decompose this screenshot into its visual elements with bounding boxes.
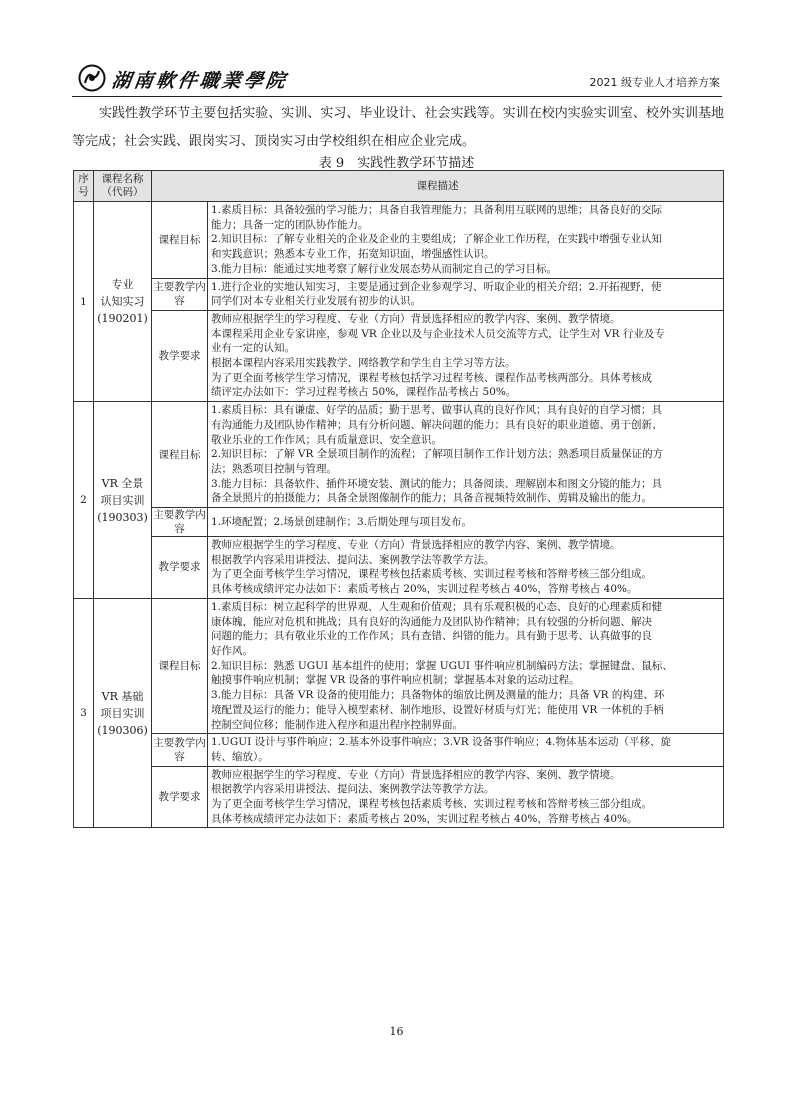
course-name-cell — [94, 202, 152, 402]
description-line: 1.素质目标：树立起科学的世界观、人生观和价值观；具有乐观积极的心态、良好的心理素质和健 — [211, 600, 663, 613]
description-line: 教师应根据学生的学习程度、专业（方向）背景选择相应的教学内容、案例、教学情境。 — [211, 539, 621, 552]
table-row — [74, 278, 724, 310]
description-line: 问题的能力；具有敬业乐业的工作作风；具有查错、纠错的能力。具有勤于思考、认真做事的良 — [211, 630, 652, 643]
row-category: 教学要求 — [152, 310, 208, 401]
header-idx: 序号 — [74, 171, 94, 202]
description-line: 教师应根据学生的学习程度、专业（方向）背景选择相应的教学内容、案例、教学情境。 — [211, 768, 621, 781]
description-line: 根据教学内容采用讲授法、提问法、案例教学法等教学方法。 — [211, 783, 495, 796]
table-row — [74, 508, 724, 537]
table-row — [74, 537, 724, 599]
intro-paragraph: 实践性教学环节主要包括实验、实训、实习、毕业设计、社会实践等。实训在校内实验实训室、校外实训基地等完成；社会实践、跟岗实习、顶岗实习由学校组织在相应企业完成。 — [72, 106, 724, 149]
course-name-cell — [94, 598, 152, 828]
description-line: 1.素质目标：具有谦虚、好学的品质；勤于思考、做事认真的良好作风；具有良好的自学习惯；具 — [211, 404, 663, 417]
row-description — [208, 734, 724, 766]
description-line: 康体魄，能应对危机和挑战；具有良好的沟通能力及团队协作精神；具有较强的分析问题、解决 — [211, 615, 652, 628]
description-line: 转、缩放）。 — [211, 750, 269, 763]
row-category: 课程目标 — [152, 202, 208, 279]
row-description — [208, 537, 724, 599]
college-logo-icon — [78, 64, 106, 92]
row-description — [208, 310, 724, 401]
header-course: 课程名称（代码） — [94, 171, 152, 202]
header-desc: 课程描述 — [152, 171, 724, 202]
description-line: 敬业乐业的工作作风；具有质量意识、安全意识。 — [211, 433, 442, 446]
description-line: 好作风。 — [211, 644, 253, 657]
table-row — [74, 598, 724, 733]
description-line: 能力；具备一定的团队协作能力。 — [211, 218, 369, 231]
description-line: 法；熟悉项目控制与管理。 — [211, 462, 337, 475]
row-description — [208, 278, 724, 310]
description-line: 业有一定的认知。 — [211, 342, 295, 355]
description-line: 和实践意识；熟悉本专业工作，拓宽知识面，增强感性认识。 — [211, 248, 495, 261]
course-name-line: (190303) — [97, 510, 148, 524]
row-description — [208, 508, 724, 537]
row-category: 课程目标 — [152, 402, 208, 508]
row-category: 主要教学内容 — [152, 734, 208, 766]
table-body — [74, 202, 724, 828]
description-line: 为了更全面考核学生学习情况，课程考核包括素质考核、实训过程考核和答辩考核三部分组成。 — [211, 568, 652, 581]
description-line: 2.知识目标：了解 VR 全景项目制作的流程；了解项目制作工作计划方法；熟悉项目质量保证的方 — [211, 448, 664, 461]
course-name-line: 认知实习 — [100, 295, 145, 309]
course-name-line: VR 基础 — [101, 689, 144, 703]
description-line: 2.知识目标：了解专业相关的企业及企业的主要组成；了解企业工作历程，在实践中增强专业认知 — [211, 233, 663, 246]
table-caption: 表 9 实践性教学环节描述 — [318, 156, 475, 171]
practical-teaching-table — [73, 170, 724, 828]
college-name-logo: 湖南軟件職業學院 — [110, 70, 290, 92]
description-line: 同学们对本专业相关行业发展有初步的认识。 — [211, 295, 421, 308]
table-row — [74, 310, 724, 401]
row-description — [208, 402, 724, 508]
table-row — [74, 734, 724, 766]
course-name-line: 专业 — [111, 278, 134, 292]
document-title: 2021 级专业人才培养方案 — [589, 76, 720, 89]
description-line: 备全景照片的拍摄能力；具备全景图像制作的能力；具备音视频特效制作、剪辑及输出的能力。 — [211, 492, 652, 505]
description-line: 1.环境配置；2.场景创建制作；3.后期处理与项目发布。 — [211, 515, 473, 528]
description-line: 绩评定办法如下：学习过程考核占 50%，课程作品考核占 50%。 — [211, 386, 517, 399]
description-line: 1.素质目标：具备较强的学习能力；具备自我管理能力；具备利用互联网的思维；具备良好的交际 — [211, 204, 663, 216]
description-line: 境配置及运行的能力；能导入模型素材、制作地形、设置好材质与灯光；能使用 VR 一体机的手柄 — [211, 703, 664, 716]
row-description — [208, 202, 724, 279]
course-index: 1 — [74, 202, 94, 402]
course-name-cell — [94, 402, 152, 599]
row-category: 主要教学内容 — [152, 278, 208, 310]
row-category: 课程目标 — [152, 598, 208, 733]
description-line: 1.UGUI 设计与事件响应；2.基本外设事件响应；3.VR 设备事件响应；4.物体基本运动（平移、旋 — [211, 736, 671, 749]
row-description — [208, 766, 724, 828]
description-line: 为了更全面考核学生学习情况，课程考核包括素质考核、实训过程考核和答辩考核三部分组成。 — [211, 798, 652, 811]
description-line: 具体考核成绩评定办法如下：素质考核占 20%，实训过程考核占 40%，答辩考核占 40%。 — [211, 583, 638, 596]
description-line: 具体考核成绩评定办法如下：素质考核占 20%，实训过程考核占 40%，答辩考核占 40%。 — [211, 812, 638, 825]
course-name-line: 项目实训 — [100, 493, 145, 507]
page-header — [72, 62, 722, 97]
description-line: 1.进行企业的实地认知实习，主要是通过到企业参观学习、听取企业的相关介绍；2.开拓视野，使 — [211, 280, 662, 293]
course-index: 2 — [74, 402, 94, 599]
course-name-line: (190306) — [97, 723, 148, 737]
description-line: 触摸事件响应机制；掌握 VR 设备的事件响应机制；掌握基本对象的运动过程。 — [211, 674, 580, 687]
table-header-row — [74, 171, 724, 202]
table-row — [74, 402, 724, 508]
description-line: 3.能力目标：能通过实地考察了解行业发展态势从而制定自己的学习目标。 — [211, 262, 558, 275]
description-line: 3.能力目标：具备 VR 设备的使用能力；具备物体的缩放比例及测量的能力；具备 VR 的构建、环 — [211, 689, 665, 702]
description-line: 教师应根据学生的学习程度、专业（方向）背景选择相应的教学内容、案例、教学情境。 — [211, 312, 621, 325]
description-line: 根据教学内容采用讲授法、提问法、案例教学法等教学方法。 — [211, 553, 495, 566]
description-line: 本课程采用企业专家讲座，参观 VR 企业以及与企业技术人员交流等方式，让学生对 VR 行业及专 — [211, 327, 665, 340]
table-row — [74, 766, 724, 828]
course-name-line: (190201) — [97, 312, 148, 326]
row-description — [208, 598, 724, 733]
description-line: 根据本课程内容采用实践教学、网络教学和学生自主学习等方法。 — [211, 357, 516, 370]
course-name-line: VR 全景 — [101, 476, 144, 490]
description-line: 有沟通能力及团队协作精神；具有分析问题、解决问题的能力；具有良好的职业道德、勇于创新、 — [211, 418, 663, 431]
page-number: 16 — [389, 1025, 404, 1038]
course-name-line: 项目实训 — [100, 706, 145, 720]
row-category: 主要教学内容 — [153, 509, 206, 536]
table-row — [74, 202, 724, 279]
description-line: 控制空间位移；能制作进入程序和退出程序控制界面。 — [211, 718, 463, 731]
row-category: 教学要求 — [152, 537, 208, 599]
course-index: 3 — [74, 598, 94, 828]
row-category: 教学要求 — [152, 766, 208, 828]
description-line: 3.能力目标：具备软件、插件环境安装、测试的能力；具备阅读、理解剧本和图文分镜的能力；具 — [211, 477, 663, 490]
description-line: 2.知识目标：熟悉 UGUI 基本组件的使用；掌握 UGUI 事件响应机制编码方法；掌握键盘、鼠标、 — [211, 659, 673, 672]
description-line: 为了更全面考核学生学习情况，课程考核包括学习过程考核、课程作品考核两部分。具体考核成 — [211, 371, 652, 384]
